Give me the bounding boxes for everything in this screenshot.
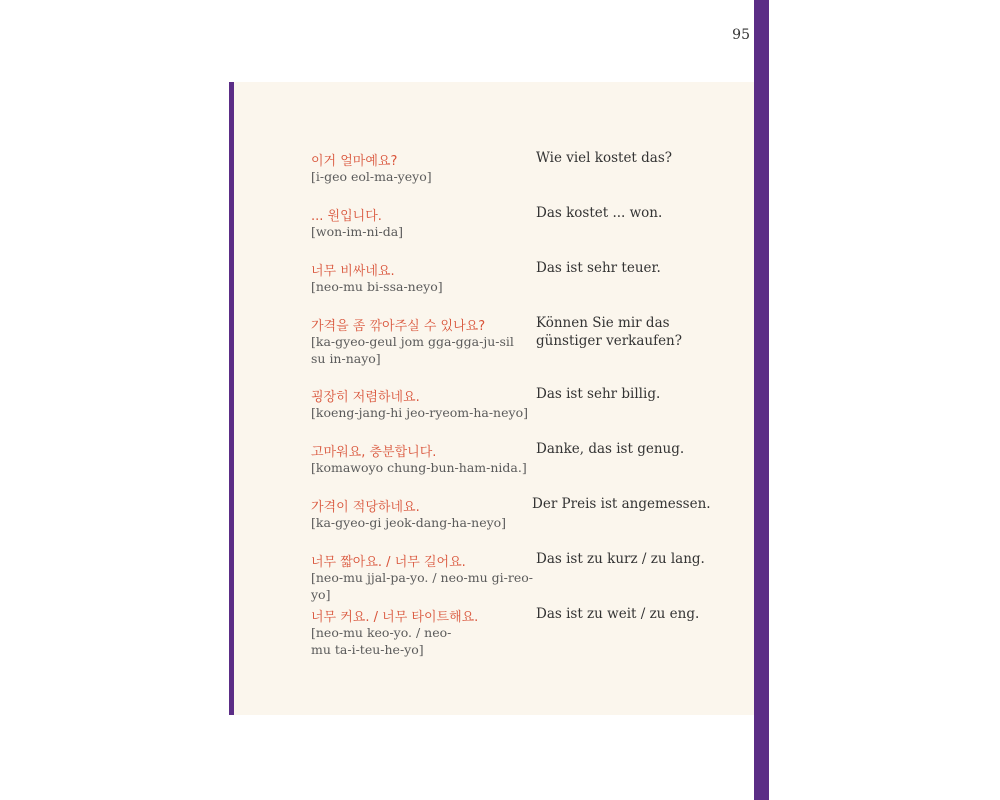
korean-phrase: 고마워요, 충분합니다. <box>311 445 437 460</box>
korean-phrase: 너무 짧아요. / 너무 길어요. <box>311 555 466 570</box>
german-translation: Das kostet ... won. <box>536 205 663 221</box>
romanization: [neo-mu jjal-pa-yo. / neo-mu gi-reo-yo] <box>311 570 533 602</box>
phrase-panel <box>229 82 754 715</box>
german-translation: Das ist zu weit / zu eng. <box>536 606 700 622</box>
korean-phrase: 가격이 적당하네요. <box>311 500 420 515</box>
romanization: [komawoyo chung-bun-ham-nida.] <box>311 460 527 475</box>
korean-phrase: 가격을 좀 깎아주실 수 있나요? <box>311 319 486 334</box>
romanization: [neo-mu keo-yo. / neo-mu ta-i-teu-he-yo] <box>311 625 452 657</box>
panel-edge <box>229 82 234 715</box>
korean-phrase: 너무 커요. / 너무 타이트해요. <box>311 610 479 625</box>
romanization: [i-geo eol-ma-yeyo] <box>311 169 432 184</box>
romanization: [ka-gyeo-gi jeok-dang-ha-neyo] <box>311 515 507 530</box>
german-translation: Können Sie mir das günstiger verkaufen? <box>536 315 682 349</box>
page-number: 95 <box>732 27 750 43</box>
romanization: [koeng-jang-hi jeo-ryeom-ha-neyo] <box>311 405 528 420</box>
korean-phrase: 너무 비싸네요. <box>311 264 395 279</box>
romanization: [won-im-ni-da] <box>311 224 404 239</box>
korean-phrase: 이거 얼마예요? <box>311 154 398 169</box>
german-translation: Wie viel kostet das? <box>536 150 673 166</box>
german-translation: Das ist sehr billig. <box>536 386 661 402</box>
romanization: [ka-gyeo-geul jom gga-gga-ju-sil su in-nayo] <box>311 334 514 366</box>
german-translation: Danke, das ist genug. <box>536 441 685 457</box>
korean-phrase: ... 원입니다. <box>311 209 382 224</box>
german-translation: Der Preis ist angemessen. <box>532 496 711 512</box>
korean-phrase: 굉장히 저렴하네요. <box>311 390 420 405</box>
romanization: [neo-mu bi-ssa-neyo] <box>311 279 443 294</box>
spine-bar <box>754 0 769 800</box>
german-translation: Das ist zu kurz / zu lang. <box>536 551 705 567</box>
german-translation: Das ist sehr teuer. <box>536 260 661 276</box>
